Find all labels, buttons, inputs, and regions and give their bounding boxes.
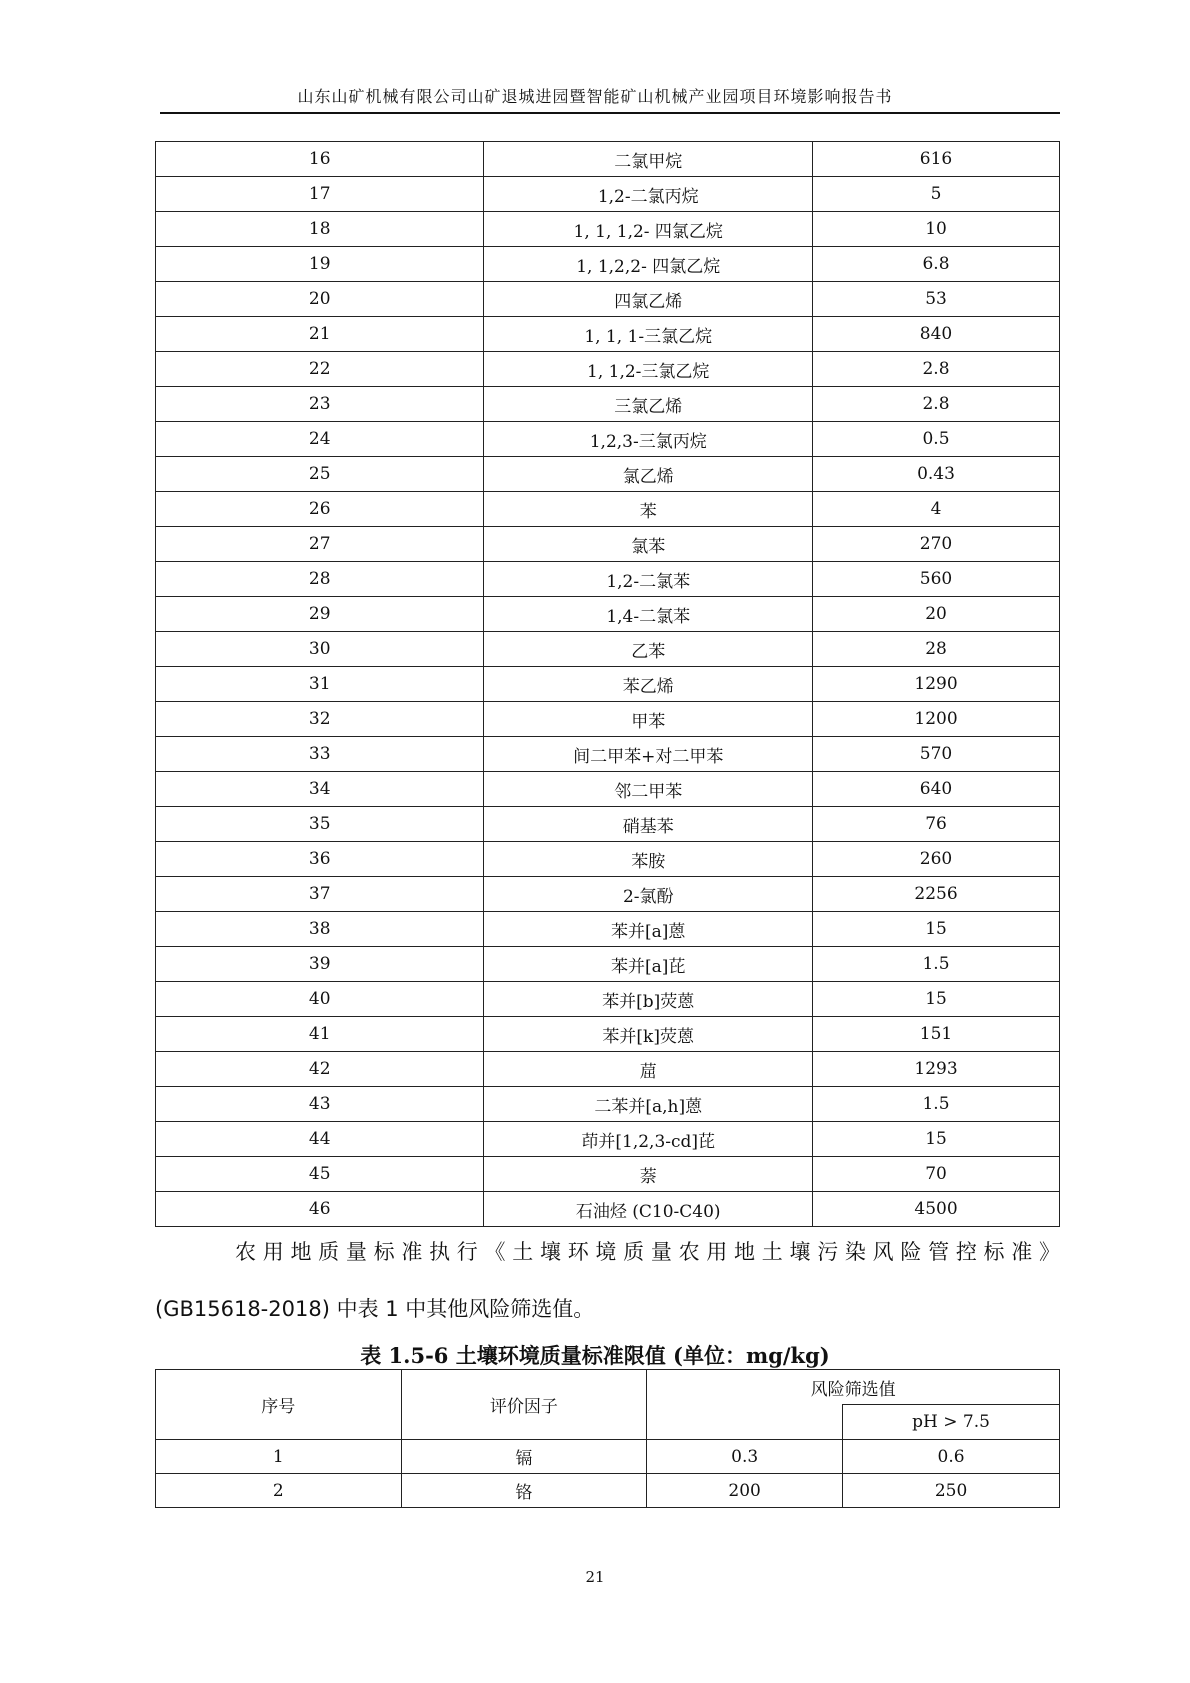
row-value: 2.8 [813, 352, 1060, 387]
table-row [156, 632, 1060, 667]
row-name: 乙苯 [484, 632, 813, 667]
table-row [156, 982, 1060, 1017]
row-no: 31 [156, 667, 484, 702]
row-no: 28 [156, 562, 484, 597]
row-name: 茚并[1,2,3-cd]芘 [484, 1122, 813, 1157]
row-value: 15 [813, 1122, 1060, 1157]
row-name: 1,2,3-三氯丙烷 [484, 422, 813, 457]
row-value-1: 0.3 [647, 1440, 843, 1474]
table-row [156, 947, 1060, 982]
row-no: 19 [156, 247, 484, 282]
table-row [156, 877, 1060, 912]
row-name: 邻二甲苯 [484, 772, 813, 807]
row-value: 4 [813, 492, 1060, 527]
table-row [156, 1052, 1060, 1087]
row-name: 1,4-二氯苯 [484, 597, 813, 632]
table-row [156, 247, 1060, 282]
table-row [156, 352, 1060, 387]
header-sub-ph: pH > 7.5 [843, 1405, 1060, 1440]
row-value: 151 [813, 1017, 1060, 1052]
row-value: 616 [813, 142, 1060, 177]
header-screening: 风险筛选值 [647, 1370, 1060, 1405]
row-name: 甲苯 [484, 702, 813, 737]
row-value: 10 [813, 212, 1060, 247]
row-name: 苯并[b]荧蒽 [484, 982, 813, 1017]
row-name: 1, 1,2,2- 四氯乙烷 [484, 247, 813, 282]
row-value: 15 [813, 912, 1060, 947]
page-number: 21 [585, 1568, 605, 1586]
table-row [156, 1017, 1060, 1052]
row-no: 38 [156, 912, 484, 947]
row-name: 1, 1, 1,2- 四氯乙烷 [484, 212, 813, 247]
row-value: 640 [813, 772, 1060, 807]
row-value: 560 [813, 562, 1060, 597]
row-no: 18 [156, 212, 484, 247]
row-no: 35 [156, 807, 484, 842]
table-row [156, 1192, 1060, 1227]
row-value: 1.5 [813, 947, 1060, 982]
table-row [156, 667, 1060, 702]
row-name: 苯并[k]荧蒽 [484, 1017, 813, 1052]
row-value: 4500 [813, 1192, 1060, 1227]
row-no: 42 [156, 1052, 484, 1087]
row-no: 21 [156, 317, 484, 352]
row-no: 41 [156, 1017, 484, 1052]
row-no: 36 [156, 842, 484, 877]
row-no: 17 [156, 177, 484, 212]
table-row [156, 492, 1060, 527]
row-name: 氯苯 [484, 527, 813, 562]
row-name: 1,2-二氯苯 [484, 562, 813, 597]
row-no: 29 [156, 597, 484, 632]
row-value: 840 [813, 317, 1060, 352]
row-value: 53 [813, 282, 1060, 317]
table-row [156, 912, 1060, 947]
table-row [156, 457, 1060, 492]
row-value: 270 [813, 527, 1060, 562]
header-rule [160, 112, 1060, 114]
row-name: 苯并[a]蒽 [484, 912, 813, 947]
row-value: 15 [813, 982, 1060, 1017]
soil-quality-table [155, 1369, 1060, 1508]
table-row [156, 212, 1060, 247]
table-row [156, 842, 1060, 877]
row-no: 1 [156, 1440, 402, 1474]
row-no: 44 [156, 1122, 484, 1157]
row-name: 二氯甲烷 [484, 142, 813, 177]
table-row [156, 317, 1060, 352]
row-name: 2-氯酚 [484, 877, 813, 912]
row-value-2: 250 [843, 1474, 1060, 1508]
row-name: 四氯乙烯 [484, 282, 813, 317]
table-row [156, 422, 1060, 457]
row-value: 5 [813, 177, 1060, 212]
row-value: 1.5 [813, 1087, 1060, 1122]
row-no: 45 [156, 1157, 484, 1192]
header-no: 序号 [156, 1370, 402, 1440]
paragraph-line-1: 农用地质量标准执行《土壤环境质量农用地土壤污染风险管控标准》 [235, 1240, 1060, 1264]
row-name: 石油烃 (C10-C40) [484, 1192, 813, 1227]
table-row [156, 1440, 1060, 1474]
row-value: 70 [813, 1157, 1060, 1192]
row-no: 34 [156, 772, 484, 807]
row-no: 37 [156, 877, 484, 912]
row-name: 间二甲苯+对二甲苯 [484, 737, 813, 772]
row-no: 20 [156, 282, 484, 317]
row-name: 1, 1, 1-三氯乙烷 [484, 317, 813, 352]
row-name: 三氯乙烯 [484, 387, 813, 422]
table-row [156, 142, 1060, 177]
row-no: 30 [156, 632, 484, 667]
table-row [156, 1157, 1060, 1192]
table-row [156, 1087, 1060, 1122]
pollutant-standards-table [155, 141, 1060, 1227]
row-factor: 镉 [401, 1440, 647, 1474]
row-no: 2 [156, 1474, 402, 1508]
row-no: 25 [156, 457, 484, 492]
row-value: 260 [813, 842, 1060, 877]
table-row [156, 387, 1060, 422]
table-row [156, 807, 1060, 842]
table-row [156, 1122, 1060, 1157]
row-name: 苯 [484, 492, 813, 527]
row-no: 46 [156, 1192, 484, 1227]
row-value: 2.8 [813, 387, 1060, 422]
row-value: 1290 [813, 667, 1060, 702]
paragraph-line-2: (GB15618-2018) 中表 1 中其他风险筛选值。 [155, 1297, 595, 1321]
row-value: 0.43 [813, 457, 1060, 492]
row-name: 1, 1,2-三氯乙烷 [484, 352, 813, 387]
row-no: 43 [156, 1087, 484, 1122]
row-value: 20 [813, 597, 1060, 632]
table-row [156, 282, 1060, 317]
row-no: 22 [156, 352, 484, 387]
document-header: 山东山矿机械有限公司山矿退城进园暨智能矿山机械产业园项目环境影响报告书 [297, 87, 893, 106]
row-no: 33 [156, 737, 484, 772]
row-no: 26 [156, 492, 484, 527]
row-no: 27 [156, 527, 484, 562]
row-name: 二苯并[a,h]蒽 [484, 1087, 813, 1122]
row-factor: 铬 [401, 1474, 647, 1508]
table-row [156, 597, 1060, 632]
row-name: 硝基苯 [484, 807, 813, 842]
table-caption: 表 1.5-6 土壤环境质量标准限值 (单位：mg/kg) [360, 1343, 830, 1368]
row-no: 23 [156, 387, 484, 422]
row-value: 570 [813, 737, 1060, 772]
row-name: 䓛 [484, 1052, 813, 1087]
table-row [156, 527, 1060, 562]
row-name: 1,2-二氯丙烷 [484, 177, 813, 212]
row-value-2: 0.6 [843, 1440, 1060, 1474]
row-no: 40 [156, 982, 484, 1017]
row-name: 氯乙烯 [484, 457, 813, 492]
table-row [156, 177, 1060, 212]
table-row [156, 562, 1060, 597]
row-value: 1293 [813, 1052, 1060, 1087]
row-name: 苯并[a]芘 [484, 947, 813, 982]
row-value: 0.5 [813, 422, 1060, 457]
row-name: 苯乙烯 [484, 667, 813, 702]
header-factor: 评价因子 [401, 1370, 647, 1440]
row-no: 16 [156, 142, 484, 177]
row-value-1: 200 [647, 1474, 843, 1508]
row-value: 76 [813, 807, 1060, 842]
table-row [156, 1474, 1060, 1508]
row-value: 2256 [813, 877, 1060, 912]
row-no: 32 [156, 702, 484, 737]
row-name: 苯胺 [484, 842, 813, 877]
row-no: 39 [156, 947, 484, 982]
row-name: 萘 [484, 1157, 813, 1192]
row-value: 6.8 [813, 247, 1060, 282]
table-row [156, 772, 1060, 807]
table-row [156, 737, 1060, 772]
header-sub-empty [647, 1405, 843, 1440]
row-value: 1200 [813, 702, 1060, 737]
table-row [156, 702, 1060, 737]
row-no: 24 [156, 422, 484, 457]
row-value: 28 [813, 632, 1060, 667]
